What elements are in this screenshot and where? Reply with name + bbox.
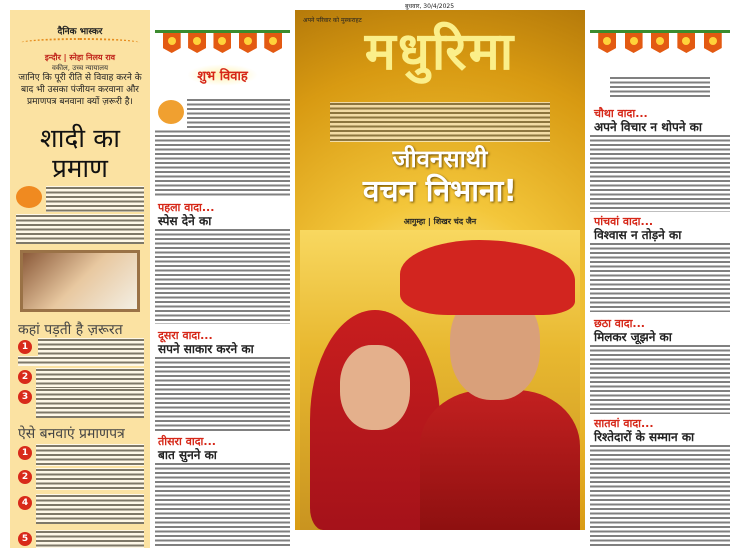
body-text [155,356,290,432]
section-heading: कहां पड़ती है ज़रूरत [18,322,123,338]
article-title: शादी का प्रमाण [40,124,120,184]
body-text [46,186,144,212]
groom-coat [420,390,580,530]
number-badge: 1 [18,340,32,354]
heading-3: तीसरा वादा... बात सुनने का [158,435,217,462]
body-text [36,530,144,548]
heading-2: दूसरा वादा... सपने साकार करने का [158,329,254,356]
couple-photo [300,230,580,530]
tagline: अपने परिवार को मुस्कराहट [303,17,362,24]
body-text [36,468,144,490]
left-panel [10,10,150,548]
body-text [36,444,144,466]
bride-face [340,345,410,430]
turban [400,240,575,315]
kicker: शुभ विवाह [155,64,290,86]
body-text [590,242,730,312]
bunting-left [155,30,290,60]
number-badge: 2 [18,470,32,484]
masthead: मधुरिमा [364,22,516,82]
headline: जीवनसाथी वचन निभाना! [362,145,518,209]
decor-icon [158,100,184,124]
signing-photo [20,250,140,312]
bunting-right [590,30,730,60]
body-text [155,228,290,324]
date: बुधवार, 30/4/2025 [405,3,455,10]
number-badge: 1 [18,446,32,460]
author: इन्दौर | स्नेहा निलय राव वकील, उच्च न्यायालय [44,53,116,72]
standfirst [330,102,550,142]
body-text [36,494,144,524]
body-text [36,368,144,388]
body-text [155,462,290,546]
body-text [590,134,730,212]
number-badge: 2 [18,370,32,384]
number-badge: 4 [18,496,32,510]
decor-icon [16,186,42,208]
section-heading: ऐसे बनवाएं प्रमाणपत्र [18,426,125,442]
byline: आगुम्हा | शिखर चंद जैन [403,217,477,226]
feature-panel [295,3,585,530]
brand-logo: दैनिक भास्कर [57,27,103,37]
body-text [18,338,144,366]
body-text [590,344,730,414]
body-text [16,214,144,244]
number-badge: 3 [18,390,32,404]
heading-6: छठा वादा... मिलकर जूझने का [594,317,672,344]
note-text [610,76,710,98]
heading-4: चौथा वादा... अपने विचार न थोपने का [594,107,703,134]
body-text [590,444,730,548]
right-column [590,10,730,548]
body-text [36,388,144,418]
number-badge: 5 [18,532,32,546]
intro-text: जानिए कि पूरी रीति से विवाह करने के बाद भी उसका पंजीयन करवाना और प्रमाणपत्र बनवाना क्यों ज़रूरी है। [18,73,142,107]
heading-7: सातवां वादा... रिश्तेदारों के सम्मान का [594,417,695,444]
heading-1: पहला वादा... स्पेस देने का [158,201,215,228]
heading-5: पांचवां वादा... विश्वास न तोड़ने का [594,215,682,242]
ornament [20,38,140,48]
